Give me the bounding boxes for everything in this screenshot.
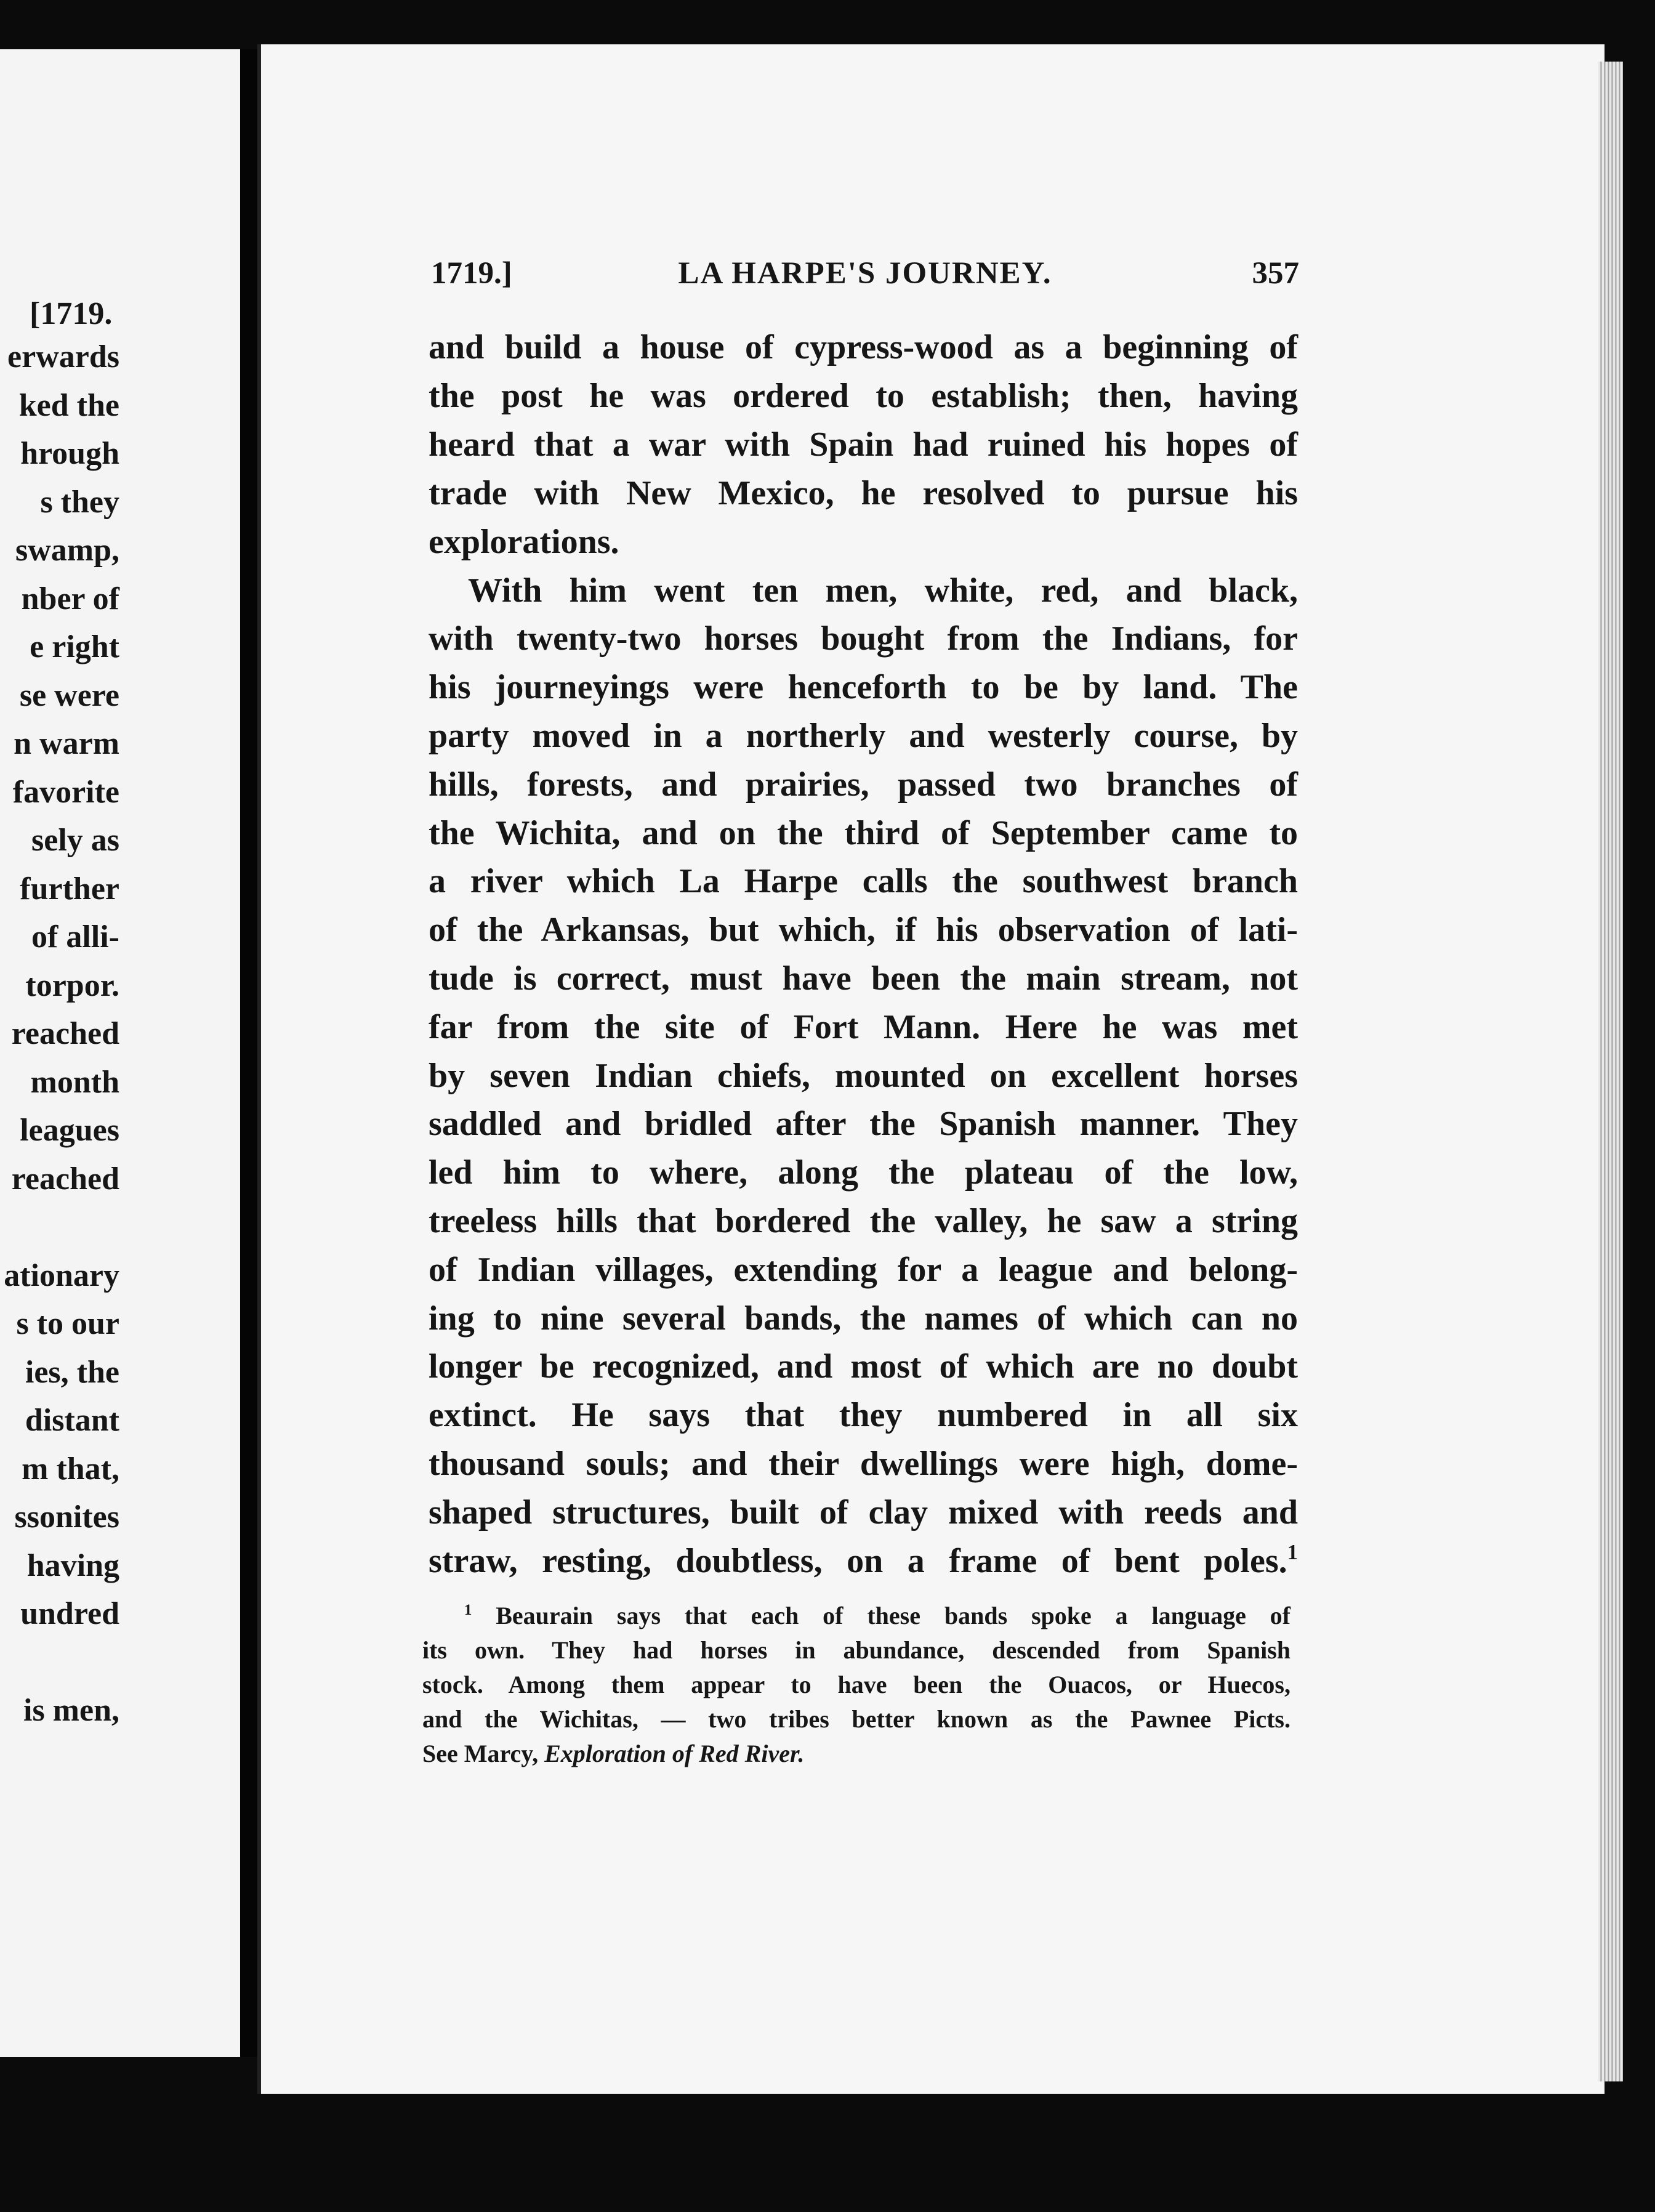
body-line: With him went ten men, white, red, and black, xyxy=(468,571,1298,610)
left-page-line: erwards xyxy=(7,339,119,374)
left-page-line: ies, the xyxy=(25,1354,119,1390)
footnote-text: Beaurain says that each of these bands spoke a language of xyxy=(496,1602,1291,1629)
left-page-line: reached xyxy=(11,1016,119,1051)
left-page-line: s they xyxy=(40,484,119,520)
left-page-line: se were xyxy=(19,677,119,713)
left-page-line: leagues xyxy=(20,1113,119,1148)
left-page-line: m that, xyxy=(22,1451,119,1487)
left-page-line: undred xyxy=(20,1596,119,1631)
left-page-line: month xyxy=(30,1064,119,1100)
left-page-line: of alli- xyxy=(31,919,119,955)
body-line: ing to nine several bands, the names of which can no xyxy=(429,1299,1298,1338)
body-line: heard that a war with Spain had ruined his hopes of xyxy=(429,426,1298,464)
body-line: by seven Indian chiefs, mounted on excellent horses xyxy=(429,1057,1298,1095)
body-line: treeless hills that bordered the valley, he saw a string xyxy=(429,1202,1298,1240)
left-page-line: is men, xyxy=(23,1693,119,1728)
body-line: and build a house of cypress-wood as a beginning of xyxy=(429,328,1298,366)
left-page-line: ked the xyxy=(18,387,119,423)
body-line: led him to where, along the plateau of the low, xyxy=(429,1153,1298,1192)
body-line: shaped structures, built of clay mixed with reeds and xyxy=(429,1493,1298,1532)
running-head-title: LA HARPE'S JOURNEY. xyxy=(678,256,1052,291)
body-line: of Indian villages, extending for a league and belong- xyxy=(429,1251,1298,1289)
left-page-header: [1719. xyxy=(30,296,113,331)
footnote-line: its own. They had horses in abundance, descended from Spanish xyxy=(422,1636,1291,1664)
left-page-line: s to our xyxy=(16,1306,119,1341)
left-page-line: nber of xyxy=(21,581,119,616)
body-line: saddled and bridled after the Spanish manner. They xyxy=(429,1105,1298,1143)
footnote-reference: 1 xyxy=(1287,1540,1298,1565)
left-page-line: having xyxy=(26,1548,119,1583)
left-page-line: torpor. xyxy=(25,967,119,1003)
left-page-line: ssonites xyxy=(14,1500,119,1535)
body-line: his journeyings were henceforth to be by land. The xyxy=(429,668,1298,706)
body-line: party moved in a northerly and westerly course, by xyxy=(429,717,1298,755)
running-head-year: 1719.] xyxy=(431,256,512,291)
body-line: extinct. He says that they numbered in all six xyxy=(429,1396,1298,1434)
left-page xyxy=(0,49,240,2057)
left-page-line: further xyxy=(20,871,119,906)
body-line: with twenty-two horses bought from the Indians, for xyxy=(429,620,1298,658)
body-line: far from the site of Fort Mann. Here he was met xyxy=(429,1008,1298,1046)
body-line: a river which La Harpe calls the southwest branch xyxy=(429,862,1298,900)
body-line-text: straw, resting, doubtless, on a frame of bent poles. xyxy=(429,1542,1287,1580)
left-page-line: favorite xyxy=(12,774,119,810)
body-line: hills, forests, and prairies, passed two branches of xyxy=(429,765,1298,804)
body-line: longer be recognized, and most of which are no doubt xyxy=(429,1347,1298,1386)
footnote-line xyxy=(422,1599,1291,1633)
left-page-line: distant xyxy=(25,1403,119,1438)
left-page-line: e right xyxy=(30,629,119,664)
running-head xyxy=(431,256,1299,299)
page-number: 357 xyxy=(1252,256,1299,291)
footnote-line: and the Wichitas, — two tribes better known as the Pawnee Picts. xyxy=(422,1705,1291,1733)
left-page-line: sely as xyxy=(31,823,119,858)
footnote-line: stock. Among them appear to have been the Ouacos, or Huecos, xyxy=(422,1671,1291,1698)
footnote-marker: 1 xyxy=(464,1602,472,1619)
left-page-line: ationary xyxy=(4,1257,119,1293)
footnote-see: See Marcy, xyxy=(422,1740,539,1767)
left-page-line: reached xyxy=(11,1161,119,1197)
body-line: thousand souls; and their dwellings were high, dome- xyxy=(429,1445,1298,1483)
left-page-line: hrough xyxy=(20,436,119,471)
body-line: of the Arkansas, but which, if his observation of lati- xyxy=(429,911,1298,949)
footnote-work-title: Exploration of Red River. xyxy=(544,1740,805,1767)
body-line: tude is correct, must have been the main stream, not xyxy=(429,959,1298,998)
left-page-line: n warm xyxy=(14,726,119,761)
footnote-line xyxy=(422,1737,1291,1771)
body-line: the Wichita, and on the third of September came to xyxy=(429,814,1298,852)
body-line xyxy=(429,1537,1298,1585)
body-line: trade with New Mexico, he resolved to pursue his xyxy=(429,474,1298,512)
body-line: explorations. xyxy=(429,523,619,561)
book-gutter xyxy=(240,49,259,2057)
body-line: the post he was ordered to establish; then, having xyxy=(429,377,1298,415)
left-page-line: swamp, xyxy=(15,533,119,568)
page-edges xyxy=(1598,62,1623,2081)
